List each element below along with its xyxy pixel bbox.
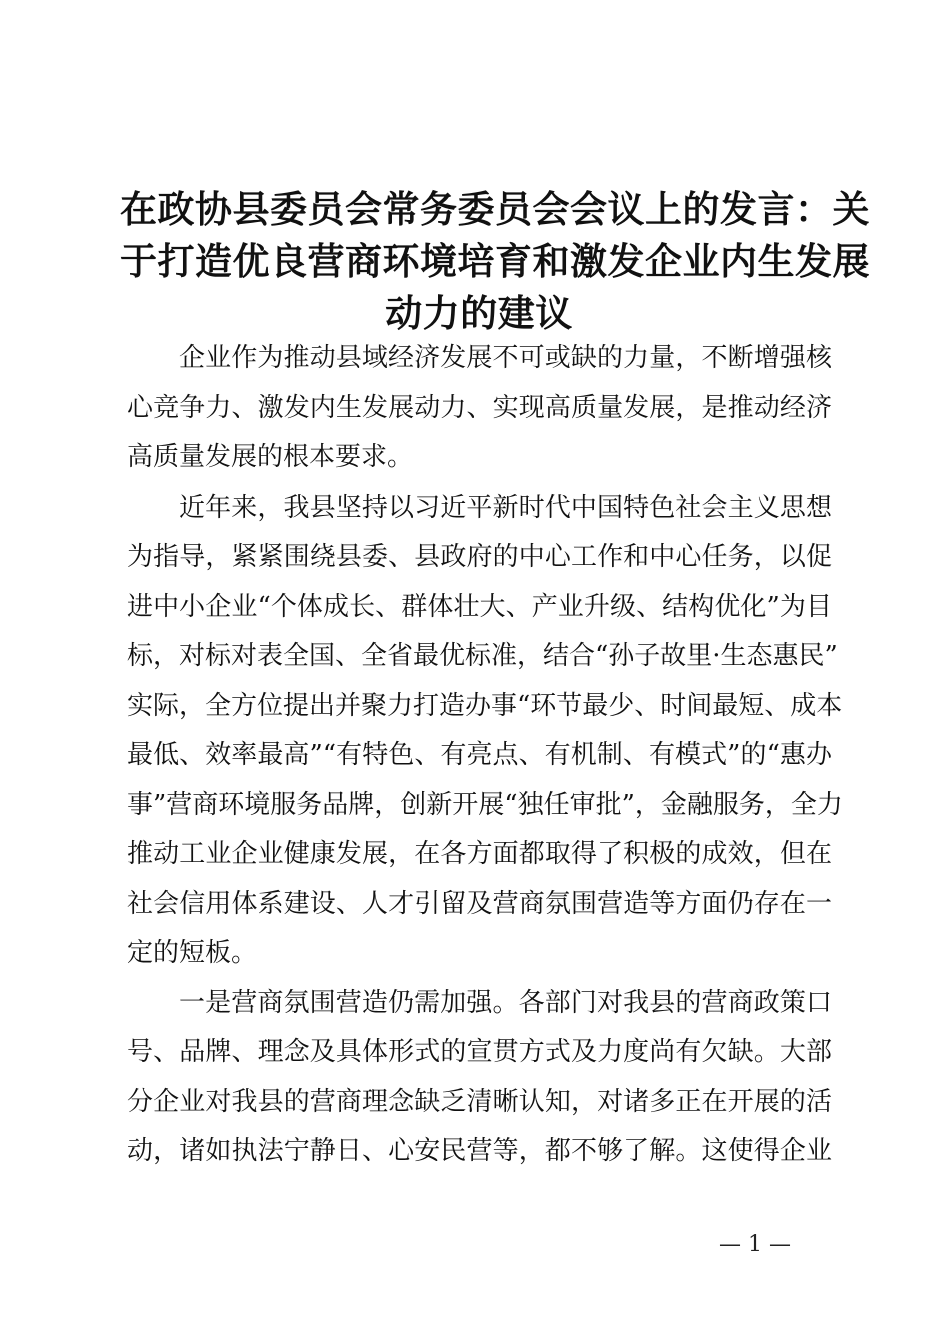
text-line: 动，诸如执法宁静日、心安民营等，都不够了解。这使得企业: [127, 1136, 832, 1166]
title-line: 在政协县委员会常务委员会会议上的发言：关: [120, 188, 870, 231]
document-body: [127, 334, 843, 1177]
text-line: 进中小企业“个体成长、群体壮大、产业升级、结构优化”为目: [127, 591, 832, 622]
text-line: 实际，全方位提出并聚力打造办事“环节最少、时间最短、成本: [127, 690, 843, 721]
text-line: 企业作为推动县域经济发展不可或缺的力量，不断增强核: [179, 343, 832, 373]
text-line: 一是营商氛围营造仍需加强。各部门对我县的营商政策口: [179, 987, 832, 1018]
text-line: 为指导，紧紧围绕县委、县政府的中心工作和中心任务，以促: [127, 542, 832, 572]
text-line: 社会信用体系建设、人才引留及营商氛围营造等方面仍存在一: [127, 888, 832, 919]
text-line: 推动工业企业健康发展，在各方面都取得了积极的成效，但在: [127, 839, 832, 869]
text-line: 事”营商环境服务品牌，创新开展“独任审批”，金融服务，全力: [127, 789, 843, 820]
document-title: [120, 184, 870, 340]
text-line: 号、品牌、理念及具体形式的宣贯方式及力度尚有欠缺。大部: [127, 1037, 832, 1067]
paragraph-3: [127, 979, 832, 1177]
paragraph-2: [127, 484, 843, 979]
page-number: — 1 —: [719, 1232, 791, 1257]
text-line: 高质量发展的根本要求。: [127, 442, 414, 472]
text-line: 分企业对我县的营商理念缺乏清晰认知，对诸多正在开展的活: [127, 1086, 832, 1117]
title-line: 动力的建议: [385, 292, 573, 335]
paragraph-1: [127, 334, 832, 483]
text-line: 心竞争力、激发内生发展动力、实现高质量发展，是推动经济: [127, 392, 832, 423]
text-line: 最低、效率最高”“有特色、有亮点、有机制、有模式”的“惠办: [127, 740, 832, 770]
text-line: 近年来，我县坚持以习近平新时代中国特色社会主义思想: [179, 492, 832, 523]
text-line: 定的短板。: [127, 938, 258, 968]
title-line: 于打造优良营商环境培育和激发企业内生发展: [120, 240, 870, 283]
text-line: 标，对标对表全国、全省最优标准，结合“孙子故里·生态惠民”: [127, 641, 838, 671]
